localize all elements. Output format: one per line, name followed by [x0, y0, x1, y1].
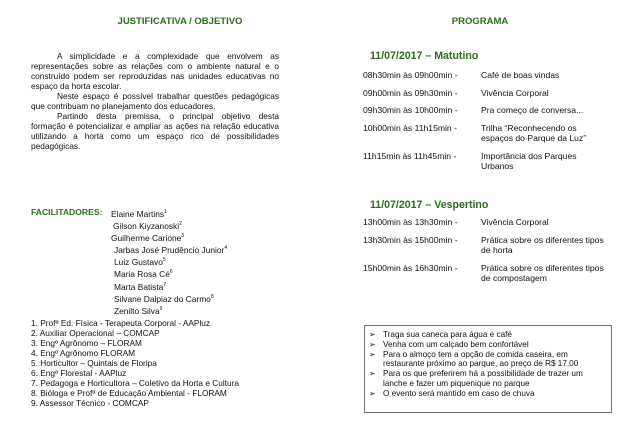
note-item: 1. Profª Ed. Física - Terapeuta Corporal - AAPluz [31, 318, 211, 328]
note-item: 3. Engº Agrônomo – FLORAM [31, 338, 142, 348]
paragraph-1: A simplicidade e a complexidade que envolvem as representações sobre as relações com o ambiente natural e o construído podem ser reproduzidas nas unidades educativas no espaço da horta escolar. [31, 51, 279, 91]
justificativa-heading: JUSTIFICATIVA / OBJETIVO [117, 16, 243, 27]
schedule-time: 10h00min às 11h15min - [363, 122, 457, 133]
facilitador: Maria Rosa $Cé^6$ [114, 269, 173, 280]
note-item: 2. Auxiliar Operacional – COMCAP [31, 328, 160, 338]
arrow-bullet-icon: ➢ [369, 349, 376, 359]
afternoon-date: 11/07/2017 – Vespertino [370, 199, 489, 211]
paragraph-3: Partindo desta premissa, o principal objetivo desta formação é potencializar e ampliar as ações na relação educativa utilizando a horta como um espaço rico de possibilidades pedagógicas. [31, 111, 279, 151]
facilitador: Gilson Kiyzanoski$^2$ [113, 220, 182, 231]
paragraph-2: Neste espaço é possível trabalhar questões pedagógicas que contribuam no planejamento dos educadores. [31, 91, 279, 111]
schedule-time: 09h00min às 09h30min - [363, 87, 458, 98]
tip-item: ➢ Para os que preferirem há a possibilidade de trazer um lanche e fazer um piquenique no parque [369, 369, 583, 388]
morning-schedule [363, 70, 613, 172]
note-item: 7. Pedagoga e Horticultora – Coletivo da Horta e Cultura [31, 378, 240, 388]
schedule-activity: Importância dos Parques Urbanos [481, 150, 577, 171]
note-item: 9. Assessor Técnico - COMCAP [31, 398, 149, 408]
tip-item: ➢ O evento será mantido em caso de chuva [369, 388, 535, 398]
schedule-time: 11h15min às 11h45min - [363, 150, 457, 161]
schedule-time: 15h00min às 16h30min - [363, 262, 458, 273]
schedule-time: 09h30min às 10h00min - [363, 105, 458, 115]
note-item: 5. Horticultor – Quintais de Floripa [31, 358, 157, 368]
schedule-row [363, 217, 613, 228]
schedule-activity: Vivência Corporal [481, 217, 549, 227]
programa-heading: PROGRAMA [451, 16, 509, 27]
facilitador: Jarbas José Prudêncio Junior$^4$ [114, 245, 228, 256]
schedule-activity: Prática sobre os diferentes tipos de horta [481, 234, 604, 255]
note-item: 8. Bióloga e Profª de Educação Ambiental - FLORAM [31, 388, 227, 398]
schedule-activity: Pra começo de conversa... [481, 105, 584, 115]
arrow-bullet-icon: ➢ [369, 388, 376, 398]
facilitador: Silvane Dalpiaz do Carmo$^8$ [114, 293, 214, 304]
facilitador: Luiz Gustavo$^5$ [114, 257, 166, 268]
schedule-time: 08h30min às 09h00min - [363, 70, 458, 80]
tips-box [364, 325, 612, 413]
schedule-row [363, 88, 613, 99]
schedule-row [363, 263, 613, 284]
schedule-row [363, 235, 613, 256]
tip-item: ➢ Venha com um calçado bem confortável [369, 339, 529, 349]
facilitador: Guilherme Carione$^3$ [111, 232, 185, 243]
morning-date: 11/07/2017 – Matutino [370, 50, 479, 62]
schedule-activity: Vivência Corporal [481, 87, 549, 98]
schedule-row [363, 105, 613, 116]
schedule-row [363, 151, 613, 172]
schedule-activity: Café de boas vindas [481, 70, 560, 80]
schedule-activity: Trilha “Reconhecendo os espaços do Parque da Luz” [481, 122, 587, 143]
facilitador: Marta Batista$^7$ [114, 281, 167, 292]
tip-item: ➢ Traga sua caneca para água e café [369, 330, 512, 339]
facilitador: Zenilto Silva$^9$ [114, 305, 163, 316]
schedule-row [363, 123, 613, 144]
schedule-row [363, 70, 613, 81]
arrow-bullet-icon: ➢ [369, 369, 376, 379]
afternoon-schedule [363, 217, 613, 284]
schedule-time: 13h00min às 13h30min - [363, 217, 458, 227]
tip-item: ➢ Para o almoço tem a opção de comida caseira, em restaurante próximo ao parque, ao preço de R$ 17,00 [369, 349, 579, 369]
facilitador: Elaine Martins$^1$ [111, 208, 167, 219]
schedule-time: 13h30min às 15h00min - [363, 234, 458, 245]
facilitadores-list [111, 207, 291, 316]
facilitadores-label: FACILITADORES: [31, 207, 103, 217]
note-item: 6. Engª Florestal - AAPluz [31, 368, 127, 378]
facilitadores-notes [31, 318, 301, 408]
arrow-bullet-icon: ➢ [369, 330, 376, 339]
justificativa-text [31, 51, 279, 151]
schedule-activity: Prática sobre os diferentes tipos de compostagem [481, 262, 604, 283]
note-item: 4. Engº Agrônomo FLORAM [31, 348, 136, 358]
arrow-bullet-icon: ➢ [369, 339, 376, 349]
